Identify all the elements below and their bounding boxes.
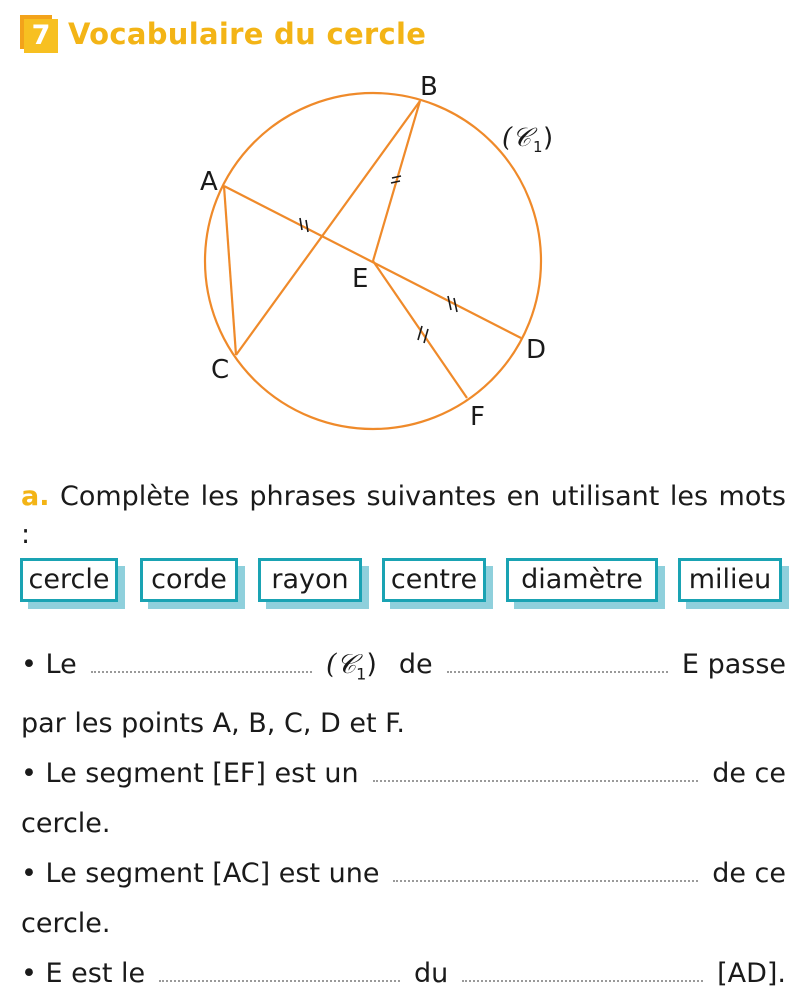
sentence-4: • E est le du [AD]. [21,958,786,990]
word-bank [20,558,795,614]
point-label-f: F [470,402,485,432]
blank-2[interactable] [447,651,668,673]
word-rayon[interactable]: rayon [258,558,362,602]
word-cercle[interactable]: cercle [20,558,118,602]
svg-text:1: 1 [533,138,543,156]
word-corde[interactable]: corde [140,558,238,602]
word-milieu[interactable]: milieu [678,558,782,602]
point-label-a: A [200,167,218,197]
exercise-header [20,14,426,54]
sentence-2-line-2: cercle. [21,808,111,840]
exercise-number-badge [20,15,58,53]
instruction-paragraph [21,478,786,554]
blank-5[interactable] [159,960,400,982]
blank-4[interactable] [393,860,698,882]
circle-name-inline: (𝒞$_1$) [325,649,377,684]
sentences-list [21,640,786,999]
sentence-2-line-1: • Le segment [EF] est un de ce [21,758,786,790]
sentence-1-line-2: par les points A, B, C, D et F. [21,708,405,740]
svg-text:): ) [543,123,554,153]
sentence-1-line-1: • Le (𝒞$_1$) de E passe [21,640,786,699]
sentence-3-line-2: cercle. [21,908,111,940]
word-diametre[interactable]: diamètre [506,558,658,602]
blank-6[interactable] [462,960,703,982]
word-centre[interactable]: centre [382,558,486,602]
question-label: a. [21,481,50,512]
sentence-3-line-1: • Le segment [AC] est une de ce [21,858,786,890]
point-label-d: D [526,335,547,365]
exercise-number: 7 [24,19,58,53]
svg-text:(𝒞: (𝒞 [502,123,532,153]
chord-cb [236,101,420,355]
point-label-c: C [211,355,230,385]
blank-1[interactable] [91,651,312,673]
point-label-e: E [352,264,369,294]
exercise-title: Vocabulaire du cercle [68,17,427,51]
chord-ac [224,186,236,355]
circle-figure [0,60,803,440]
blank-3[interactable] [373,760,699,782]
equal-length-marks [300,176,457,343]
radius-ef [373,261,467,398]
instruction-text: Complète les phrases suivantes en utilisant les mots : [21,481,786,550]
point-label-b: B [420,72,438,102]
circle-name-label [502,123,553,156]
